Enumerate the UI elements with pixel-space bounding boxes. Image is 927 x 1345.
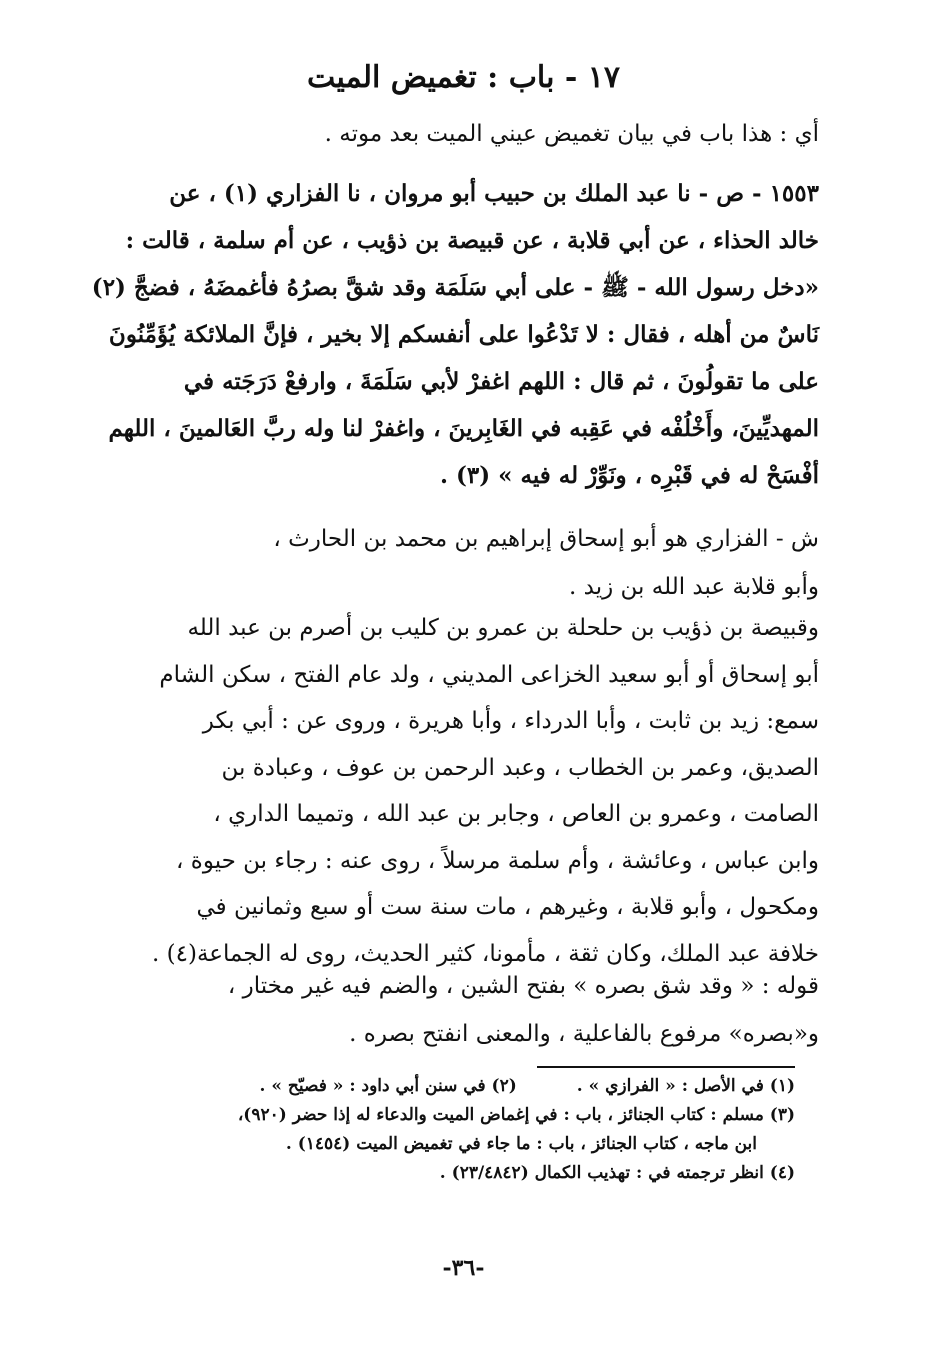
footnote-3: (٣) مسلم : كتاب الجنائز ، باب : في إغماض الميت والدعاء له إذا حضر (٩٢٠)،: [237, 1105, 795, 1125]
hadith-line: خالد الحذاء ، عن أبي قلابة ، عن قبيصة بن ذؤيب ، عن أم سلمة ، قالت :: [125, 227, 819, 254]
hadith-line: المهديِّينَ، وأَخْلُفْه في عَقِبه في الغَابِرينَ ، واغفرْ لنا وله ربَّ العَالمينَ ، اللهم: [108, 415, 819, 442]
hadith-line: نَاسٌ من أهله ، فقال : لا تَدْعُوا على أنفسكم إلا بخير ، فإنَّ الملائكة يُؤَمِّنُونَ: [108, 321, 819, 348]
biography-line: سمع: زيد بن ثابت ، وأبا الدرداء ، وأبا هريرة ، وروى عن : أبي بكر: [202, 708, 819, 734]
intro-line: أي : هذا باب في بيان تغميض عيني الميت بعد موته .: [324, 121, 819, 147]
footnote-1: (١) في الأصل : « الفرازي » .: [576, 1076, 795, 1096]
hadith-line: على ما تقولُونَ ، ثم قال : اللهم اغفرْ لأبي سَلَمَةَ ، وارفعْ دَرَجَته في: [183, 368, 819, 395]
biography-line: الصامت ، وعمرو بن العاص ، وجابر بن عبد الله ، وتميما الداري ،: [213, 801, 819, 827]
footnote-row: [115, 1072, 795, 1101]
explanation-line: و«بصره» مرفوع بالفاعلية ، والمعنى انفتح بصره .: [349, 1021, 819, 1047]
biography-line: ومكحول ، وأبو قلابة ، وغيرهم ، مات سنة ست أو سبع وثمانين في: [196, 894, 819, 920]
intro-paragraph: [119, 110, 819, 158]
footnote-4: (٤) انظر ترجمته في : تهذيب الكمال (٢٣/٤٨٤٢) .: [439, 1163, 795, 1183]
biography-line: أبو إسحاق أو أبو سعيد الخزاعى المديني ، ولد عام الفتح ، سكن الشام: [159, 661, 819, 688]
footnote-3-continuation: ابن ماجه ، كتاب الجنائز ، باب : ما جاء في تغميض الميت (١٤٥٤) .: [285, 1134, 757, 1154]
footnote-separator: [537, 1066, 795, 1068]
biography-line: وقبيصة بن ذؤيب بن حلحلة بن عمرو بن كليب بن أصرم بن عبد الله: [187, 615, 819, 641]
hadith-paragraph: [91, 170, 819, 499]
hadith-line: «دخل رسول الله - ﷺ - على أبي سَلَمَة وقد شقَّ بصرُهُ فأغمضَهُ ، فضجَّ (٢): [91, 274, 819, 301]
biography-paragraph: [119, 605, 819, 977]
commentary-line: ش - الفزاري هو أبو إسحاق إبراهيم بن محمد بن الحارث ،: [273, 526, 819, 552]
hadith-line: ١٥٥٣ - ص - نا عبد الملك بن حبيب أبو مروان ، نا الفزاري (١) ، عن: [169, 180, 819, 207]
footnotes: [115, 1072, 795, 1188]
commentary-paragraph: [119, 515, 819, 611]
biography-line: وابن عباس ، وعائشة ، وأم سلمة مرسلاً ، روى عنه : رجاء بن حيوة ،: [176, 847, 819, 874]
biography-line: خلافة عبد الملك، وكان ثقة ، مأمونا، كثير الحديث، روى له الجماعة(٤) .: [152, 940, 819, 967]
explanation-paragraph: [119, 962, 819, 1058]
chapter-title: ١٧ - باب : تغميض الميت: [306, 60, 620, 95]
page-number: -٣٦-: [442, 1255, 485, 1281]
commentary-line: وأبو قلابة عبد الله بن زيد .: [569, 574, 819, 600]
hadith-line: أفْسَحْ له في قَبْرِه ، ونَوِّرْ له فيه » (٣) .: [439, 462, 819, 489]
footnote-2: (٢) في سنن أبي داود : « فصيّح » .: [259, 1076, 517, 1096]
biography-line: الصديق، وعمر بن الخطاب ، وعبد الرحمن بن عوف ، وعبادة بن: [221, 754, 819, 781]
explanation-line: قوله : « وقد شق بصره » بفتح الشين ، والضم فيه غير مختار ،: [227, 973, 819, 999]
